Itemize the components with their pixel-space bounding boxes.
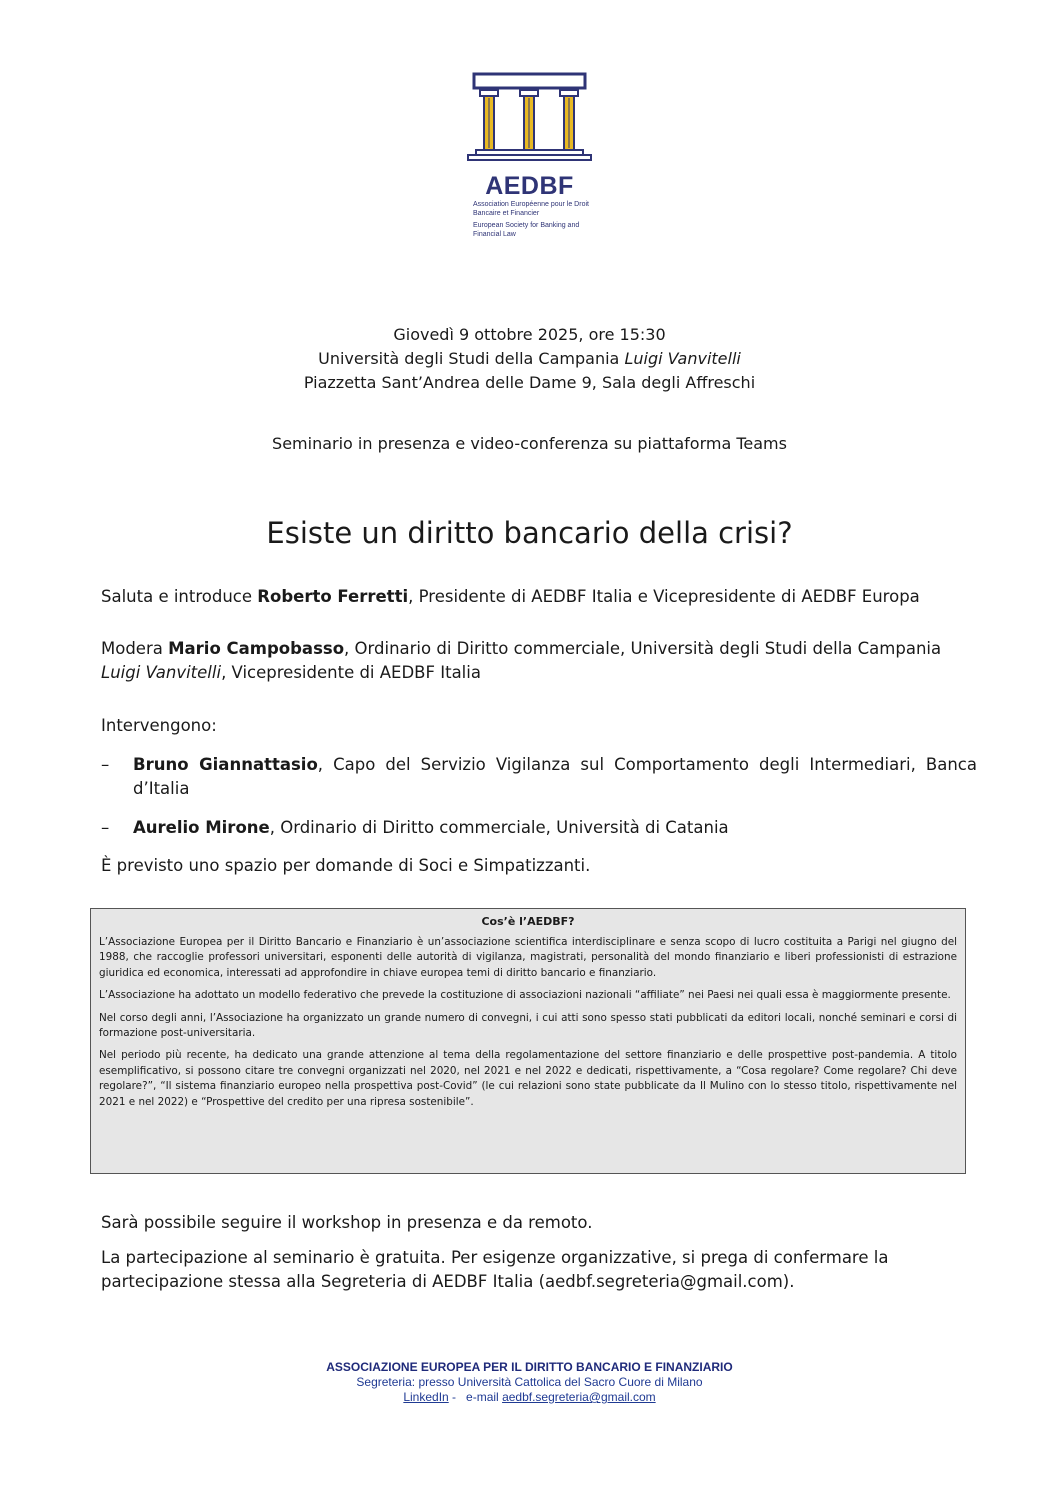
- aedbf-logo: [462, 70, 597, 250]
- footer-secretariat: Segreteria: presso Università Cattolica del Sacro Cuore di Milano: [356, 1375, 703, 1389]
- moderator-lead: Modera: [101, 639, 169, 658]
- event-venue: [0, 348, 1059, 370]
- intro-name: Roberto Ferretti: [257, 587, 409, 606]
- temple-icon: [462, 70, 597, 170]
- speaker-item: [133, 816, 977, 840]
- remote-note: Sarà possibile seguire il workshop in presenza e da remoto.: [101, 1213, 593, 1232]
- page-title: Esiste un diritto bancario della crisi?: [266, 516, 793, 550]
- intro-line: [101, 585, 977, 609]
- moderator-role-a: , Ordinario di Diritto commerciale, Università degli Studi della Campania: [344, 639, 942, 658]
- intro-lead: Saluta e introduce: [101, 587, 258, 606]
- speakers-heading: Intervengono:: [101, 716, 217, 735]
- moderator-line: [101, 637, 977, 685]
- about-paragraph: L’Associazione Europea per il Diritto Bancario e Finanziario è un’associazione scientifica interdisciplinare e senza scopo di lucro costituita a Parigi nel giugno del 1988, che raccoglie professori universitari, esponenti delle autorità di vigilanza, magistrati, personalità del mondo finanziario e liberi professionisti di estrazione giuridica ed economica, interessati ad approfondire in chiave europea temi di diritto bancario e finanziario.: [99, 936, 957, 979]
- speaker-dash: –: [101, 755, 110, 774]
- speaker-name: Bruno Giannattasio: [133, 755, 318, 774]
- moderator-role-b: , Vicepresidente di AEDBF Italia: [221, 663, 481, 682]
- speaker-name: Aurelio Mirone: [133, 818, 270, 837]
- event-date-time: Giovedì 9 ottobre 2025, ore 15:30: [393, 325, 666, 344]
- registration-note: La partecipazione al seminario è gratuita. Per esigenze organizzative, si prega di confermare la partecipazione stessa alla Segreteria di AEDBF Italia (aedbf.segreteria@gmail.com).: [101, 1248, 889, 1291]
- about-paragraph: Nel periodo più recente, ha dedicato una grande attenzione al tema della regolamentazione del settore finanziario e delle prospettive post-pandemia. A titolo esemplificativo, si possono citare tre convegni organizzati nel 2020, nel 2021 e nel 2022 e dedicati, rispettivamente, a “Cosa regolare? Come regolare? Chi deve regolare?”, “Il sistema finanziario europeo nella prospettiva post-Covid” (le cui relazioni sono state pubblicate da Il Mulino con lo stesso titolo, rispettivamente nel 2021 e nel 2022) e “Prospettive del credito per una ripresa sostenibile”.: [99, 1049, 957, 1108]
- event-format: Seminario in presenza e video-conferenza su piattaforma Teams: [272, 434, 787, 453]
- footer-links: [0, 1390, 1059, 1404]
- speaker-dash: –: [101, 818, 110, 837]
- venue-name: Luigi Vanvitelli: [624, 349, 741, 368]
- qa-note: È previsto uno spazio per domande di Soci e Simpatizzanti.: [101, 856, 591, 875]
- intro-role: , Presidente di AEDBF Italia e Vicepresidente di AEDBF Europa: [408, 587, 920, 606]
- logo-name: AEDBF: [485, 172, 574, 200]
- email-link[interactable]: aedbf.segreteria@gmail.com: [502, 1390, 656, 1404]
- about-paragraph: L’Associazione ha adottato un modello federativo che prevede la costituzione di associazioni nazionali “affiliate” nei Paesi nei quali essa è maggiormente presente.: [99, 989, 951, 1002]
- about-title: Cos’è l’AEDBF?: [481, 915, 575, 928]
- event-address: Piazzetta Sant’Andrea delle Dame 9, Sala degli Affreschi: [303, 373, 756, 392]
- speaker-role: , Capo del Servizio Vigilanza sul Comportamento degli Intermediari, Banca d’Italia: [133, 755, 977, 798]
- logo-subtitle-en: European Society for Banking and Financial Law: [473, 222, 580, 238]
- logo-subtitle-fr: Association Européenne pour le Droit Bancaire et Financier: [473, 201, 589, 217]
- speaker-role: , Ordinario di Diritto commerciale, Università di Catania: [269, 818, 729, 837]
- footer-separator: - e-mail: [448, 1390, 503, 1404]
- footer-org: ASSOCIAZIONE EUROPEA PER IL DIRITTO BANCARIO E FINANZIARIO: [326, 1360, 733, 1374]
- linkedin-link[interactable]: LinkedIn: [403, 1390, 449, 1404]
- moderator-name: Mario Campobasso: [168, 639, 345, 658]
- speaker-item: [133, 753, 977, 801]
- about-box: [90, 908, 966, 1174]
- venue-prefix: Università degli Studi della Campania: [318, 349, 625, 368]
- moderator-role-italic: Luigi Vanvitelli: [101, 663, 222, 682]
- about-paragraph: Nel corso degli anni, l’Associazione ha organizzato un grande numero di convegni, i cui atti sono spesso stati pubblicati da editori locali, nonché seminari e corsi di formazione post-universitaria.: [99, 1011, 957, 1040]
